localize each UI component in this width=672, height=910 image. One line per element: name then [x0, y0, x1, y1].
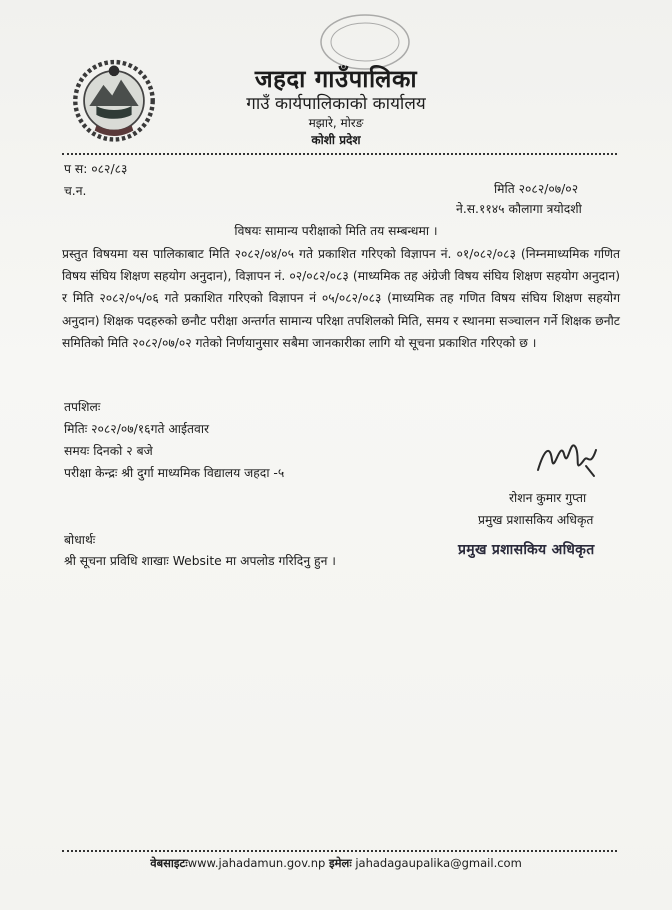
body-paragraph: प्रस्तुत विषयमा यस पालिकाबाट मिति २०८२/०४/०५ गते प्रकाशित गरिएको विज्ञापन नं. ०१/०८२/०८३ (निम्नमाध्यमिक गणित विषय संघिय शिक्षण सहयोग अनुदान), विज्ञापन नं. ०२/०८२/०८३ (माध्यमिक तह अंग्रेजी विषय संघिय शिक्षण सहयोग अनुदान) र मिति २०८२/०५/०६ गते प्रकाशित गरिएको विज्ञापन नं ०५/०८२/०८३ (माध्यमिक तह गणित विषय संघिय शिक्षण सहयोग अनुदान) शिक्षक पदहरुको छनौट परीक्षा अन्तर्गत सामान्य परिक्षा तपशिलको मिति, समय र स्थानमा सञ्चालन गर्ने शिक्षक छनौट समितिको मिति २०८२/०७/०२ गतेको निर्णयानुसार सबैमा जानकारीका लागि यो सूचना प्रकाशित गरिएको छ । [62, 247, 620, 350]
website-link[interactable]: www.jahadamun.gov.np [187, 856, 326, 870]
cc-line: श्री सूचना प्रविधि शाखाः Website मा अपलोड गरिदिनु हुन । [64, 554, 336, 568]
signatory-designation: प्रमुख प्रशासकिय अधिकृत [478, 513, 594, 527]
dispatch-number: च.न. [64, 184, 87, 198]
office-place: मझारे, मोरङ [308, 116, 364, 130]
nepal-sambat-date: ने.स.११४५ कौलागा त्रयोदशी [456, 202, 582, 216]
exam-time: समयः दिनको २ बजे [64, 444, 153, 458]
email-link[interactable]: jahadagaupalika@gmail.com [355, 856, 522, 870]
website-label: वेबसाइटः [150, 856, 188, 870]
exam-center: परीक्षा केन्द्रः श्री दुर्गा माध्यमिक विद्यालय जहदा -५ [64, 466, 285, 480]
footer [0, 856, 672, 871]
province-name: कोशी प्रदेश [311, 133, 361, 147]
exam-date: मितिः २०८२/०७/१६गते आईतवार [64, 422, 210, 436]
footer-divider [62, 850, 617, 852]
office-name: गाउँ कार्यपालिकाको कार्यालय [246, 94, 426, 114]
subject-line: विषयः सामान्य परीक्षाको मिति तय सम्बन्धमा । [234, 224, 438, 238]
municipality-title: जहदा गाउँपालिका [254, 65, 418, 93]
email-label: इमेलः [329, 856, 352, 870]
details-heading: तपशिलः [64, 400, 101, 414]
cc-heading: बोधार्थः [64, 533, 96, 547]
header-divider [62, 153, 617, 155]
designation-stamp: प्रमुख प्रशासकिय अधिकृत [458, 542, 595, 558]
signatory-name: रोशन कुमार गुप्ता [509, 491, 587, 505]
letter-number: प स: ०८२/८३ [64, 162, 128, 176]
signature-icon [530, 430, 610, 490]
letter-date: मिति २०८२/०७/०२ [494, 182, 579, 196]
